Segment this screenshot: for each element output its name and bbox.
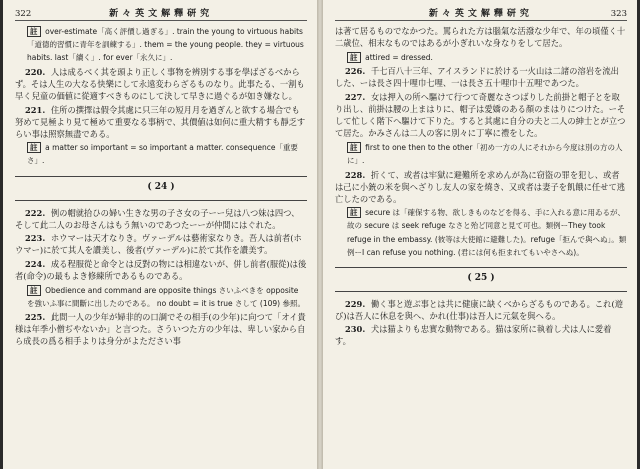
right-page-header	[335, 6, 627, 21]
entry-text: 千七百八十三年、アイスランドに於ける一火山は二諸の溶岩を流出した、ーは長さ四十哩巾七哩、一は長さ五十哩巾十五哩であつた。	[335, 66, 619, 89]
entry-text: 成る程服從と命令とは反對の物には相違ないが、併し前者(服從)は後者(命令)の最もよき修練所であるものである。	[15, 258, 307, 281]
entry-223	[15, 232, 307, 256]
entry-221	[15, 104, 307, 140]
entry-number: 225.	[25, 312, 46, 323]
note-b	[335, 141, 627, 167]
note-tag: 註	[27, 142, 41, 153]
divider	[335, 267, 627, 268]
left-page-header	[15, 6, 307, 21]
entry-number: 222.	[25, 207, 46, 218]
entry-text: 人は成るべく其を頭より正しく事物を辨別する事を學ばざるべからず。そは人生の大なる快樂にして永遠変わらざるものなり。此事たる、一割も早く兒童の価値に從適すべきものにして決して早きに過ぐるが如き嫌なし。	[15, 66, 305, 101]
left-page	[3, 0, 317, 469]
entry-text: 働く事と遊ぶ事とは共に健康に缺くべからざるものである。これ(遊び)は吾人に休息を與へ、かれ(仕事)は吾人に元氣を與へる。	[335, 298, 624, 321]
entry-continued	[335, 25, 627, 49]
entry-text: 例の帽就拾ひの婦い生きな男の子さ女の子ーー兒は八つ妹は四つ、そして此二人のお母さんはもう無いのであつたーーが仲間にはぐれた。	[15, 207, 300, 230]
entry-text: 折くて、或者は牢獄に避難所を求めんが為に窃盜の罪を犯し、或者は己に小銃の米を與へざりし友人の家を燒き、又或者は妻子を飢餓に任せて逃亡したのである。	[335, 169, 626, 204]
note-tag: 註	[347, 52, 361, 63]
entry-number: 227.	[345, 91, 366, 102]
note-text: attired = dressed.	[365, 52, 433, 62]
entry-number: 229.	[345, 298, 366, 309]
divider	[15, 200, 307, 201]
entry-text: 住所の撰擇は假令其處に只三年の短月月を過ぎんと欲する場合でも努めて見極より見て極めて重要なる事柄で、其價値は如何に重大精すも靜乏すらい事は照察無盡である。	[15, 104, 306, 139]
entry-227	[335, 91, 627, 139]
note-text: over-estimate「高く評價し過ぎる」. train the young to virtuous habits「道德的習慣に青年を訓練する」. them = the young people. they = virtuous habits. last「續く」. for ever「永久に」.	[27, 27, 304, 63]
right-running-title: 新々英文解釋研究	[428, 9, 533, 19]
entry-text: 女は押入の所へ驅けて行つて奇麗なさつばりした前掛と帽子とを取り出し、前掛は腰の上まはりに、帽子は愛嬌のある顏のまはりにつけた。ーそして忙しく階下へ驅けて下りた。すると其處に自分の夫と二人の紳士とが立つて居た。かみさんは二人の客に別々に丁寧に禮をした。	[335, 91, 626, 139]
entry-number: 224.	[25, 258, 46, 269]
entry-text: は著て居るものでなかつた。罵られた方は腦氣な活潑な少年で、年の頃僅く十二歳位、相末なものではあるが小ぎれいな身なりをして居た。	[335, 26, 626, 49]
section-heading: ( 24 )	[147, 181, 175, 192]
note-text: first to one then to the other「初め一方の人にそれから今度は別の方の人に」.	[347, 142, 623, 165]
entry-220	[15, 66, 307, 102]
entry-228	[335, 169, 627, 205]
right-page	[323, 0, 637, 469]
note-c	[335, 206, 627, 258]
divider	[335, 291, 627, 292]
note-tag: 註	[27, 285, 41, 296]
note-a	[15, 141, 307, 167]
left-page-number: 322	[15, 9, 32, 19]
note-tag: 註	[347, 142, 361, 153]
entry-number: 221.	[25, 104, 46, 115]
note-tag: 註	[347, 207, 361, 218]
entry-222	[15, 207, 307, 231]
entry-number: 230.	[345, 324, 366, 335]
right-page-number: 323	[610, 9, 627, 19]
entry-text: 犬は猫よりも忠實な動物である。猫は家所に執着し犬は人に愛着す。	[335, 324, 612, 347]
entry-number: 223.	[25, 233, 46, 244]
note-intro	[15, 25, 307, 64]
entry-230	[335, 323, 627, 347]
entry-number: 226.	[345, 66, 366, 77]
entry-226	[335, 65, 627, 89]
note-text: secure は「確保する物、欲しきものなどを得る、手に入れる意に用ゐるが、故の secure は seek refuge なさと殆ど同意と見て可也。類例ーThey took refuge in the embassy. (彼等は大使館に避難した)。refuge「拒んで與へぬ」。類例ーI can refuse you nothing. (君には何も拒まれてもいやさへぬ)。	[347, 208, 627, 257]
section-heading: ( 25 )	[467, 272, 495, 283]
entry-225	[15, 311, 307, 347]
entry-text: ホウマーは天才なりき。ヴァーデルは藝術家なりき。吾人は前者(ホウマー)に於て其人を讚美し、後者(ヴァーデル)に於て其作を讚美す。	[15, 233, 302, 256]
left-running-title: 新々英文解釋研究	[109, 9, 214, 19]
entry-number: 228.	[345, 169, 366, 180]
entry-229	[335, 298, 627, 322]
note-tag: 註	[27, 26, 41, 37]
note-a	[335, 51, 627, 64]
entry-number: 220.	[25, 66, 46, 77]
divider	[15, 176, 307, 177]
entry-224	[15, 258, 307, 282]
note-text: a matter so important = so important a matter. consequence「重要さ」.	[27, 143, 298, 166]
entry-text: 此間一人の少年が婦非的の口調でその相手(の少年)に向つて「オイ貴様は年季小僧ぢやないか」と言つた。さういつた方の少年は、卑しい家から自ら成長の爲る相手よりは身分がよたださい事	[15, 312, 306, 347]
note-b	[15, 284, 307, 310]
note-text: Obedience and command are opposite things さいふべきを opposite を強いふ事に間斷に出したのである。 no doubt = it is true さして (109) 參照。	[27, 285, 305, 308]
